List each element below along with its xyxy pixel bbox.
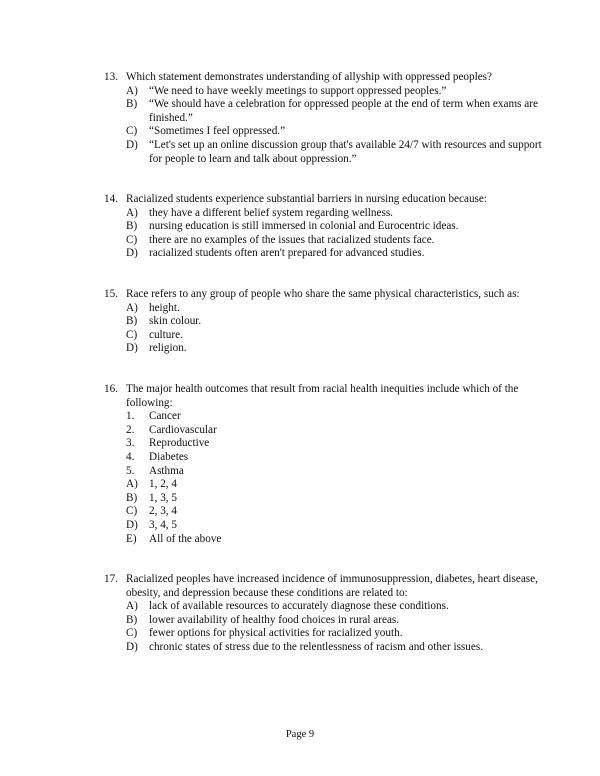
answer-option: C) culture. bbox=[126, 328, 183, 341]
question-stem bbox=[104, 288, 544, 302]
list-item: 4. Diabetes bbox=[126, 450, 189, 463]
page-number: Page 9 bbox=[285, 729, 315, 740]
answer-option: D) “Let's set up an online discussion group that's available 24/7 with resources and support for people to learn and talk about oppression.” bbox=[126, 138, 542, 165]
question-stem bbox=[104, 71, 544, 85]
answer-option: B) skin colour. bbox=[126, 315, 202, 328]
question-14 bbox=[104, 193, 544, 261]
answer-option: C) there are no examples of the issues that racialized students face. bbox=[126, 233, 435, 246]
answer-option: B) nursing education is still immersed in colonial and Eurocentric ideas. bbox=[126, 220, 459, 233]
question-number: 13. bbox=[104, 71, 118, 83]
question-stem bbox=[104, 573, 544, 600]
answer-option: B) lower availability of healthy food choices in rural areas. bbox=[126, 613, 400, 626]
question-16 bbox=[104, 383, 544, 546]
question-stem bbox=[104, 383, 544, 410]
list-item: 2. Cardiovascular bbox=[126, 423, 217, 436]
answer-option: A) lack of available resources to accurately diagnose these conditions. bbox=[126, 600, 449, 613]
answer-option: E) All of the above bbox=[126, 532, 222, 545]
question-text: Racialized students experience substantial barriers in nursing education because: bbox=[126, 193, 487, 205]
answer-option: B) “We should have a celebration for oppressed people at the end of term when exams are finished.” bbox=[126, 98, 538, 124]
list-item: 5. Asthma bbox=[126, 464, 184, 477]
question-13 bbox=[104, 71, 544, 166]
answer-option: A) 1, 2, 4 bbox=[126, 478, 177, 491]
question-text: Which statement demonstrates understanding of allyship with oppressed peoples? bbox=[126, 71, 492, 83]
question-text: Racialized peoples have increased incidence of immunosuppression, diabetes, heart disease, obesity, and depression because these conditions are related to: bbox=[126, 573, 538, 599]
question-number: 17. bbox=[104, 573, 118, 585]
question-text: The major health outcomes that result from racial health inequities include which of the following: bbox=[126, 383, 519, 409]
answer-option: B) 1, 3, 5 bbox=[126, 491, 177, 504]
question-stem bbox=[104, 193, 544, 207]
answer-option: A) they have a different belief system regarding wellness. bbox=[126, 206, 393, 219]
answer-option: C) “Sometimes I feel oppressed.” bbox=[126, 125, 286, 138]
question-number: 16. bbox=[104, 383, 118, 395]
question-text: Race refers to any group of people who share the same physical characteristics, such as: bbox=[126, 288, 520, 300]
answer-option: A) height. bbox=[126, 301, 180, 314]
question-17 bbox=[104, 573, 544, 655]
answer-option: D) 3, 4, 5 bbox=[126, 518, 177, 531]
question-number: 15. bbox=[104, 288, 118, 300]
question-number: 14. bbox=[104, 193, 118, 205]
list-item: 1. Cancer bbox=[126, 410, 181, 423]
answer-option: D) chronic states of stress due to the relentlessness of racism and other issues. bbox=[126, 640, 483, 653]
answer-option: D) religion. bbox=[126, 342, 187, 355]
list-item: 3. Reproductive bbox=[126, 437, 210, 450]
answer-option: C) fewer options for physical activities for racialized youth. bbox=[126, 627, 403, 640]
answer-option: D) racialized students often aren't prepared for advanced studies. bbox=[126, 247, 425, 260]
question-15 bbox=[104, 288, 544, 356]
answer-option: A) “We need to have weekly meetings to support oppressed peoples.” bbox=[126, 84, 447, 97]
answer-option: C) 2, 3, 4 bbox=[126, 505, 177, 518]
